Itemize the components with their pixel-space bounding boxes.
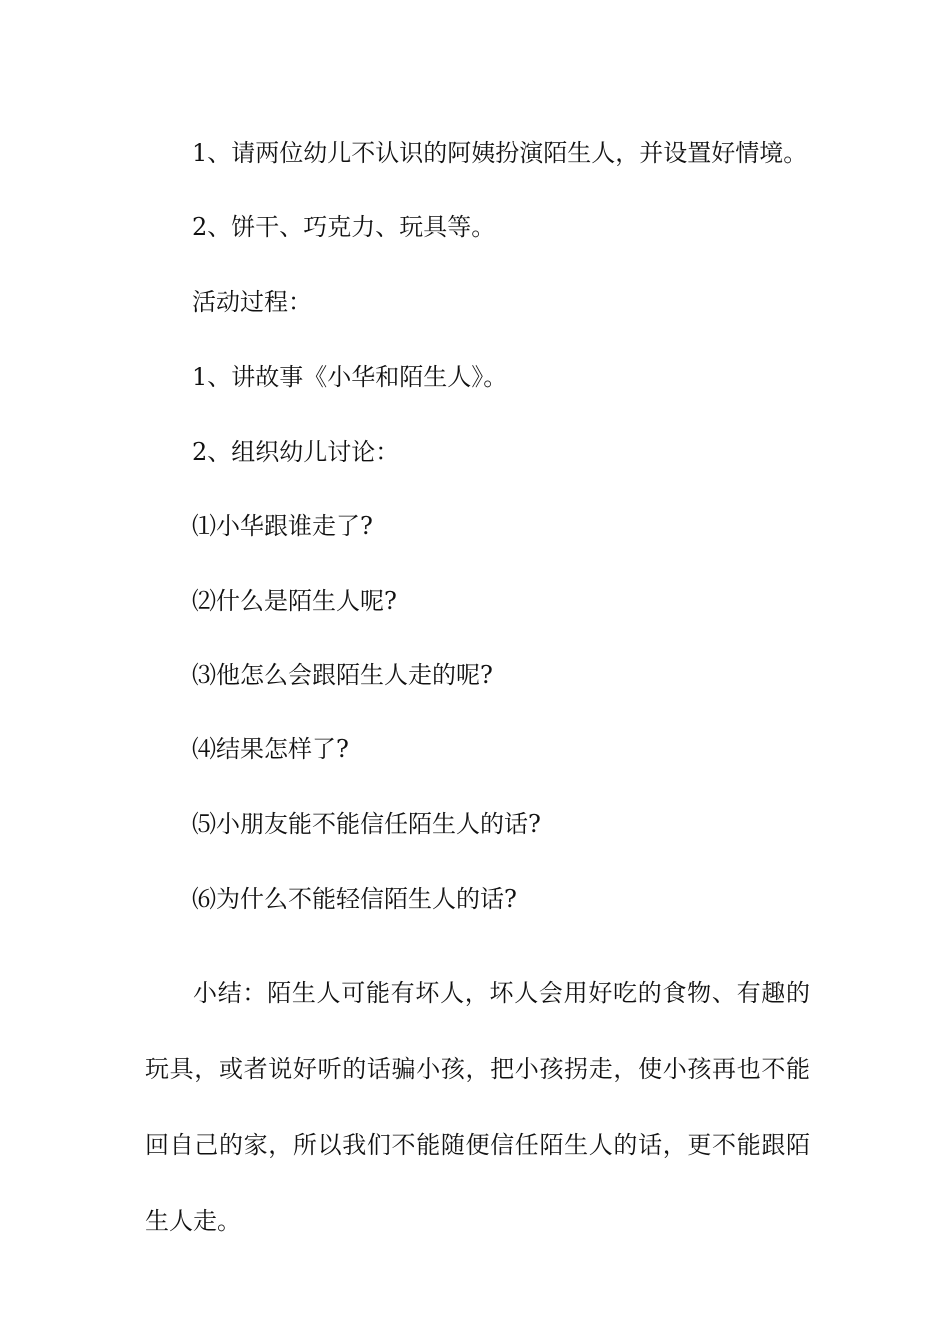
- step-1: 1、讲故事《小华和陌生人》。: [192, 363, 508, 391]
- section-heading-activity-process: 活动过程：: [192, 288, 312, 316]
- discussion-question-5: ⑸小朋友能不能信任陌生人的话?: [192, 810, 541, 838]
- discussion-question-2: ⑵什么是陌生人呢?: [192, 587, 397, 615]
- step-2: 2、组织幼儿讨论：: [192, 438, 400, 466]
- material-item-1: 1、请两位幼儿不认识的阿姨扮演陌生人，并设置好情境。: [192, 139, 808, 167]
- material-item-2: 2、饼干、巧克力、玩具等。: [192, 213, 496, 241]
- discussion-question-4: ⑷结果怎样了?: [192, 735, 349, 763]
- summary-paragraph: 小结：陌生人可能有坏人，坏人会用好吃的食物、有趣的玩具，或者说好听的话骗小孩，把小孩拐走，使小孩再也不能回自己的家，所以我们不能随便信任陌生人的话，更不能跟陌生人走。: [145, 979, 810, 1235]
- discussion-question-1: ⑴小华跟谁走了?: [192, 512, 373, 540]
- discussion-question-3: ⑶他怎么会跟陌生人走的呢?: [192, 661, 493, 689]
- discussion-question-6: ⑹为什么不能轻信陌生人的话?: [192, 885, 517, 913]
